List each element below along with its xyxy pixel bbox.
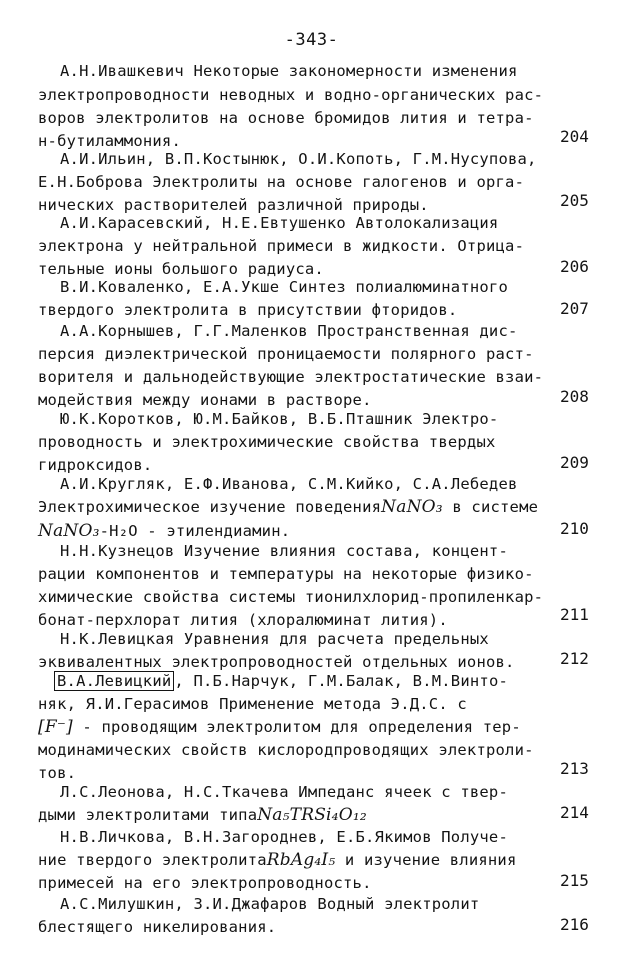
entry-line: модинамических свойств кислородпроводящих электроли- [38,741,534,759]
entry-text: , П.Б.Нарчук, Г.М.Балак, В.М.Винто- [174,672,509,690]
entry-text: - проводящим электролитом для определения тер- [82,718,521,736]
entry-line: Ю.К.Коротков, Ю.М.Байков, В.Б.Пташник Электро- [60,410,499,428]
entry-line: А.И.Кругляк, Е.Ф.Иванова, С.М.Кийко, С.А.Лебедев [60,475,518,493]
entry-line: проводность и электрохимические свойства твердых [38,433,496,451]
entry-page-ref: 211 [560,605,589,624]
entry-line: н-бутиламмония. [38,132,181,150]
entry-text: и изучение влияния [344,851,517,869]
entry-page-ref: 213 [560,759,589,778]
entry-page-ref: 205 [560,191,589,210]
boxed-author-name: В.А.Левицкий [54,671,174,691]
entry-line [54,670,534,692]
handwritten-formula-nano3: NaNO₃ [381,497,443,517]
entry-line: Н.К.Левицкая Уравнения для расчета предельных [60,630,489,648]
entry-line: тов. [38,764,77,782]
entry-line: ворителя и дальнодействующие электростатические взаи- [38,368,544,386]
entry-line: бонат-перхлорат лития (хлоралюминат лития). [38,611,448,629]
entry-line: твердого электролита в присутствии фторидов. [38,301,458,319]
entry-line: примесей на его электропроводность. [38,874,372,892]
handwritten-formula-rbag4i5: RbAg₄I₅ [266,850,336,870]
entry-line: гидроксидов. [38,456,153,474]
handwritten-formula-nano3: NaNO₃ [38,521,100,541]
entry-line: рации компонентов и температуры на некоторые физико- [38,565,534,583]
entry-page-ref: 207 [560,299,589,318]
handwritten-f-bracket: [F⁻] [38,717,73,737]
entry-text: ние твердого электролита [38,851,267,869]
entry-page-ref: 209 [560,453,589,472]
page-number: -343- [284,30,339,50]
entry-page-ref: 208 [560,387,589,406]
entry-line: тельные ионы большого радиуса. [38,260,324,278]
entry-text: -H₂O - этилендиамин. [99,522,291,540]
entry-page-ref: 206 [560,257,589,276]
entry-line: А.И.Ильин, В.П.Костынюк, О.И.Копоть, Г.М.Нусупова, [60,150,537,168]
entry-line: А.С.Милушкин, З.И.Джафаров Водный электролит [60,895,480,913]
entry-page-ref: 216 [560,915,589,934]
handwritten-formula-na5trsi4o12: Na₅TRSi₄O₁₂ [257,805,367,825]
entry-text: Электрохимическое изучение поведения [38,498,382,516]
entry-line [38,849,518,871]
entry-line: электрона у нейтральной примеси в жидкости. Отрица- [38,237,525,255]
entry-line [38,804,518,826]
entry-line: воров электролитов на основе бромидов лития и тетра- [38,109,534,127]
entry-line: персия диэлектрической проницаемости полярного раст- [38,345,534,363]
entry-line [38,496,539,518]
entry-line: химические свойства системы тионилхлорид-пропиленкар- [38,588,544,606]
entry-page-ref: 210 [560,519,589,538]
entry-line [38,520,518,542]
entry-line: А.И.Карасевский, Н.Е.Евтушенко Автолокализация [60,214,499,232]
entry-page-ref: 204 [560,127,589,146]
entry-page-ref: 214 [560,803,589,822]
entry-line [38,716,521,738]
entry-line: Е.Н.Боброва Электролиты на основе галогенов и орга- [38,173,525,191]
entry-line: Н.В.Личкова, В.Н.Загороднев, Е.Б.Якимов Получе- [60,828,508,846]
entry-line: В.И.Коваленко, Е.А.Укше Синтез полиалюминатного [60,278,508,296]
entry-text: в системе [452,498,539,516]
entry-line: нических растворителей различной природы. [38,196,429,214]
entry-line: А.Н.Ивашкевич Некоторые закономерности изменения [60,62,518,80]
entry-line: А.А.Корнышев, Г.Г.Маленков Пространственная дис- [60,322,518,340]
entry-line: электропроводности неводных и водно-органических рас- [38,86,544,104]
entry-page-ref: 212 [560,649,589,668]
entry-line: эквивалентных электропроводностей отдельных ионов. [38,653,515,671]
entry-line: няк, Я.И.Герасимов Применение метода Э.Д.С. с [38,695,467,713]
entry-line: Н.Н.Кузнецов Изучение влияния состава, концент- [60,542,508,560]
entry-page-ref: 215 [560,871,589,890]
entry-line: блестящего никелирования. [38,918,277,936]
entry-line: модействия между ионами в растворе. [38,391,372,409]
entry-line: Л.С.Леонова, Н.С.Ткачева Импеданс ячеек с твер- [60,783,508,801]
entry-text: дыми электролитами типа [38,806,258,824]
